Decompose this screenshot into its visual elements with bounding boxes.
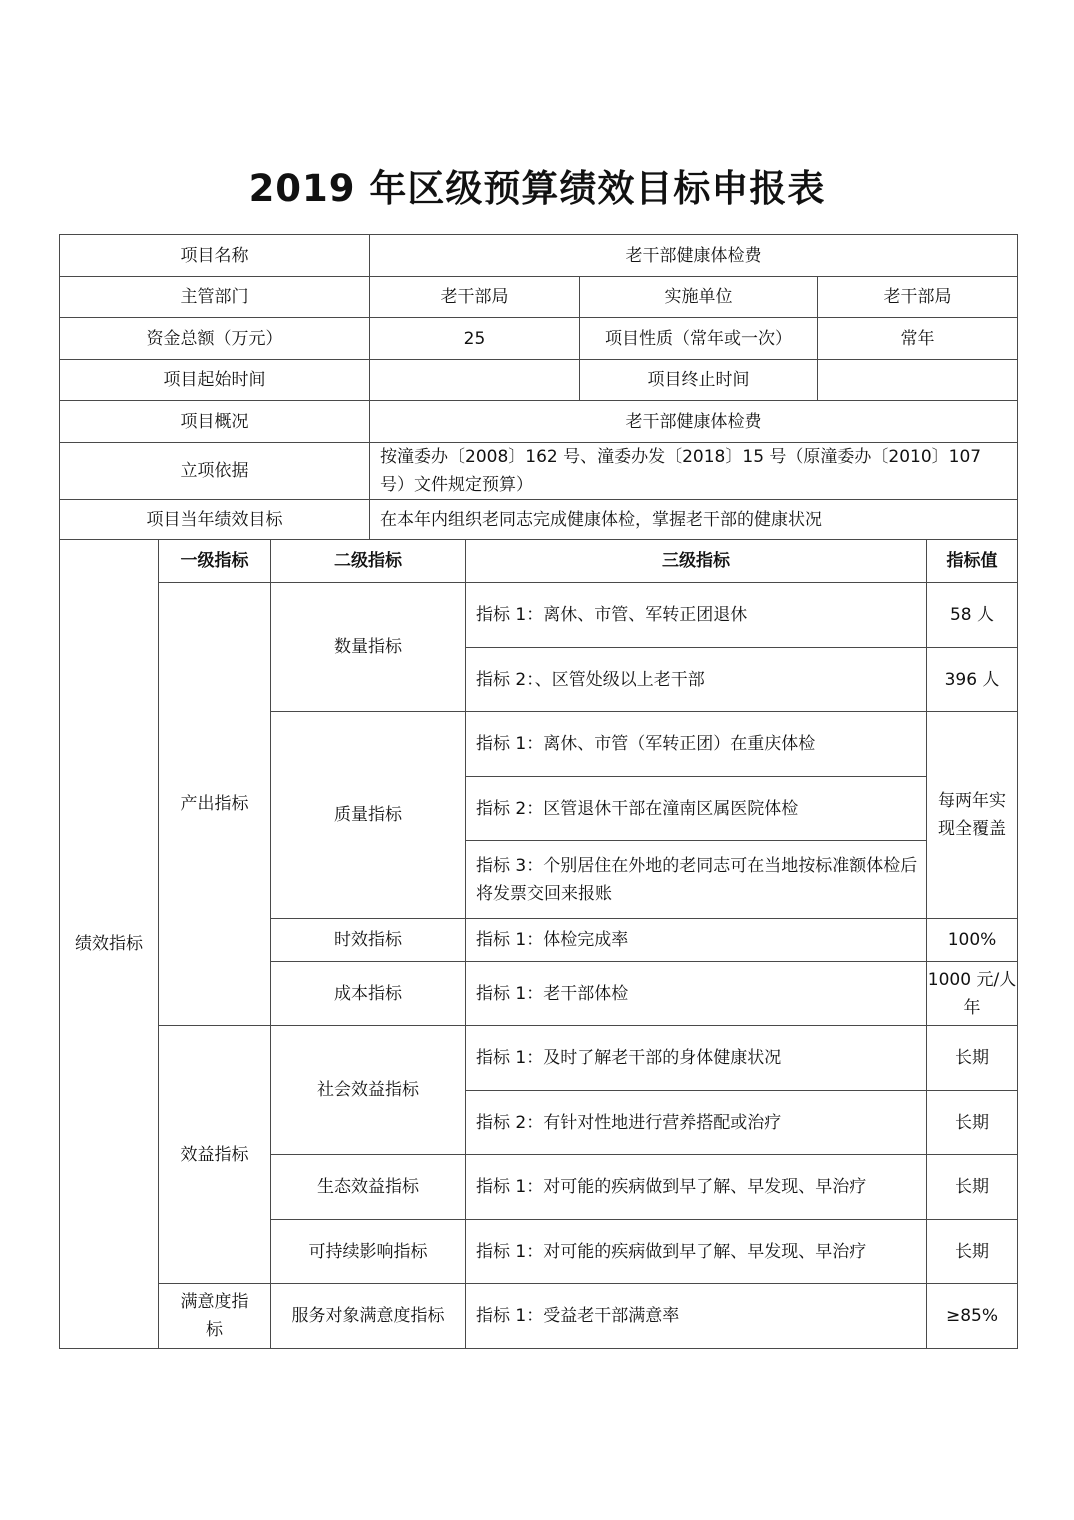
table-row: 指标 1：及时了解老干部的身体健康状况 — [466, 1026, 927, 1091]
table-row: 指标 1：对可能的疾病做到早了解、早发现、早治疗 — [466, 1155, 927, 1220]
timeliness-indicator: 时效指标 — [271, 919, 466, 962]
funds-value: 25 — [370, 318, 580, 360]
ecological-benefit-indicator: 生态效益指标 — [271, 1155, 466, 1220]
start-label: 项目起始时间 — [60, 360, 370, 401]
impl-label: 实施单位 — [580, 277, 818, 318]
indicator-value: 58 人 — [927, 583, 1018, 648]
project-name-value: 老干部健康体检费 — [370, 235, 1018, 277]
project-info-table — [59, 234, 1018, 540]
page-title: 2019 年区级预算绩效目标申报表 — [248, 167, 826, 210]
benefit-indicator: 效益指标 — [159, 1026, 271, 1284]
table-row: 指标 1：离休、市管（军转正团）在重庆体检 — [466, 712, 927, 777]
indicator-value: 长期 — [927, 1026, 1018, 1091]
indicator-value: ≥85% — [927, 1284, 1018, 1349]
satisfaction-indicator: 满意度指标 — [159, 1284, 271, 1349]
indicator-value: 1000 元/人年 — [927, 962, 1018, 1026]
cost-indicator: 成本指标 — [271, 962, 466, 1026]
table-row: 指标 1：离休、市管、军转正团退休 — [466, 583, 927, 648]
end-label: 项目终止时间 — [580, 360, 818, 401]
dept-label: 主管部门 — [60, 277, 370, 318]
end-value — [818, 360, 1018, 401]
quantity-indicator: 数量指标 — [271, 583, 466, 712]
table-row: 指标 2：有针对性地进行营养搭配或治疗 — [466, 1091, 927, 1155]
nature-value: 常年 — [818, 318, 1018, 360]
overview-value: 老干部健康体检费 — [370, 401, 1018, 443]
table-row: 指标 1：受益老干部满意率 — [466, 1284, 927, 1349]
header-value: 指标值 — [927, 540, 1018, 583]
indicator-value: 每两年实现全覆盖 — [927, 712, 1018, 919]
dept-value: 老干部局 — [370, 277, 580, 318]
start-value — [370, 360, 580, 401]
table-row: 指标 1：体检完成率 — [466, 919, 927, 962]
goal-value: 在本年内组织老同志完成健康体检，掌握老干部的健康状况 — [370, 500, 1018, 540]
project-name-label: 项目名称 — [60, 235, 370, 277]
goal-label: 项目当年绩效目标 — [60, 500, 370, 540]
basis-value: 按潼委办〔2008〕162 号、潼委办发〔2018〕15 号（原潼委办〔2010〕107 号）文件规定预算） — [370, 443, 1018, 500]
performance-table — [59, 539, 1018, 1349]
indicator-value: 长期 — [927, 1091, 1018, 1155]
social-benefit-indicator: 社会效益指标 — [271, 1026, 466, 1155]
sustainability-indicator: 可持续影响指标 — [271, 1220, 466, 1284]
perf-section-label: 绩效指标 — [60, 540, 159, 1349]
table-row: 指标 1：对可能的疾病做到早了解、早发现、早治疗 — [466, 1220, 927, 1284]
table-row: 指标 2：区管退休干部在潼南区属医院体检 — [466, 777, 927, 841]
quality-indicator: 质量指标 — [271, 712, 466, 919]
indicator-value: 长期 — [927, 1155, 1018, 1220]
basis-label: 立项依据 — [60, 443, 370, 500]
indicator-value: 100% — [927, 919, 1018, 962]
header-level3: 三级指标 — [466, 540, 927, 583]
overview-label: 项目概况 — [60, 401, 370, 443]
table-row: 指标 3：个别居住在外地的老同志可在当地按标准额体检后将发票交回来报账 — [466, 841, 927, 919]
header-level1: 一级指标 — [159, 540, 271, 583]
impl-value: 老干部局 — [818, 277, 1018, 318]
nature-label: 项目性质（常年或一次） — [580, 318, 818, 360]
funds-label: 资金总额（万元） — [60, 318, 370, 360]
service-satisfaction-indicator: 服务对象满意度指标 — [271, 1284, 466, 1349]
table-row: 指标 2：、区管处级以上老干部 — [466, 648, 927, 712]
output-indicator: 产出指标 — [159, 583, 271, 1026]
indicator-value: 长期 — [927, 1220, 1018, 1284]
indicator-value: 396 人 — [927, 648, 1018, 712]
table-row: 指标 1：老干部体检 — [466, 962, 927, 1026]
header-level2: 二级指标 — [271, 540, 466, 583]
